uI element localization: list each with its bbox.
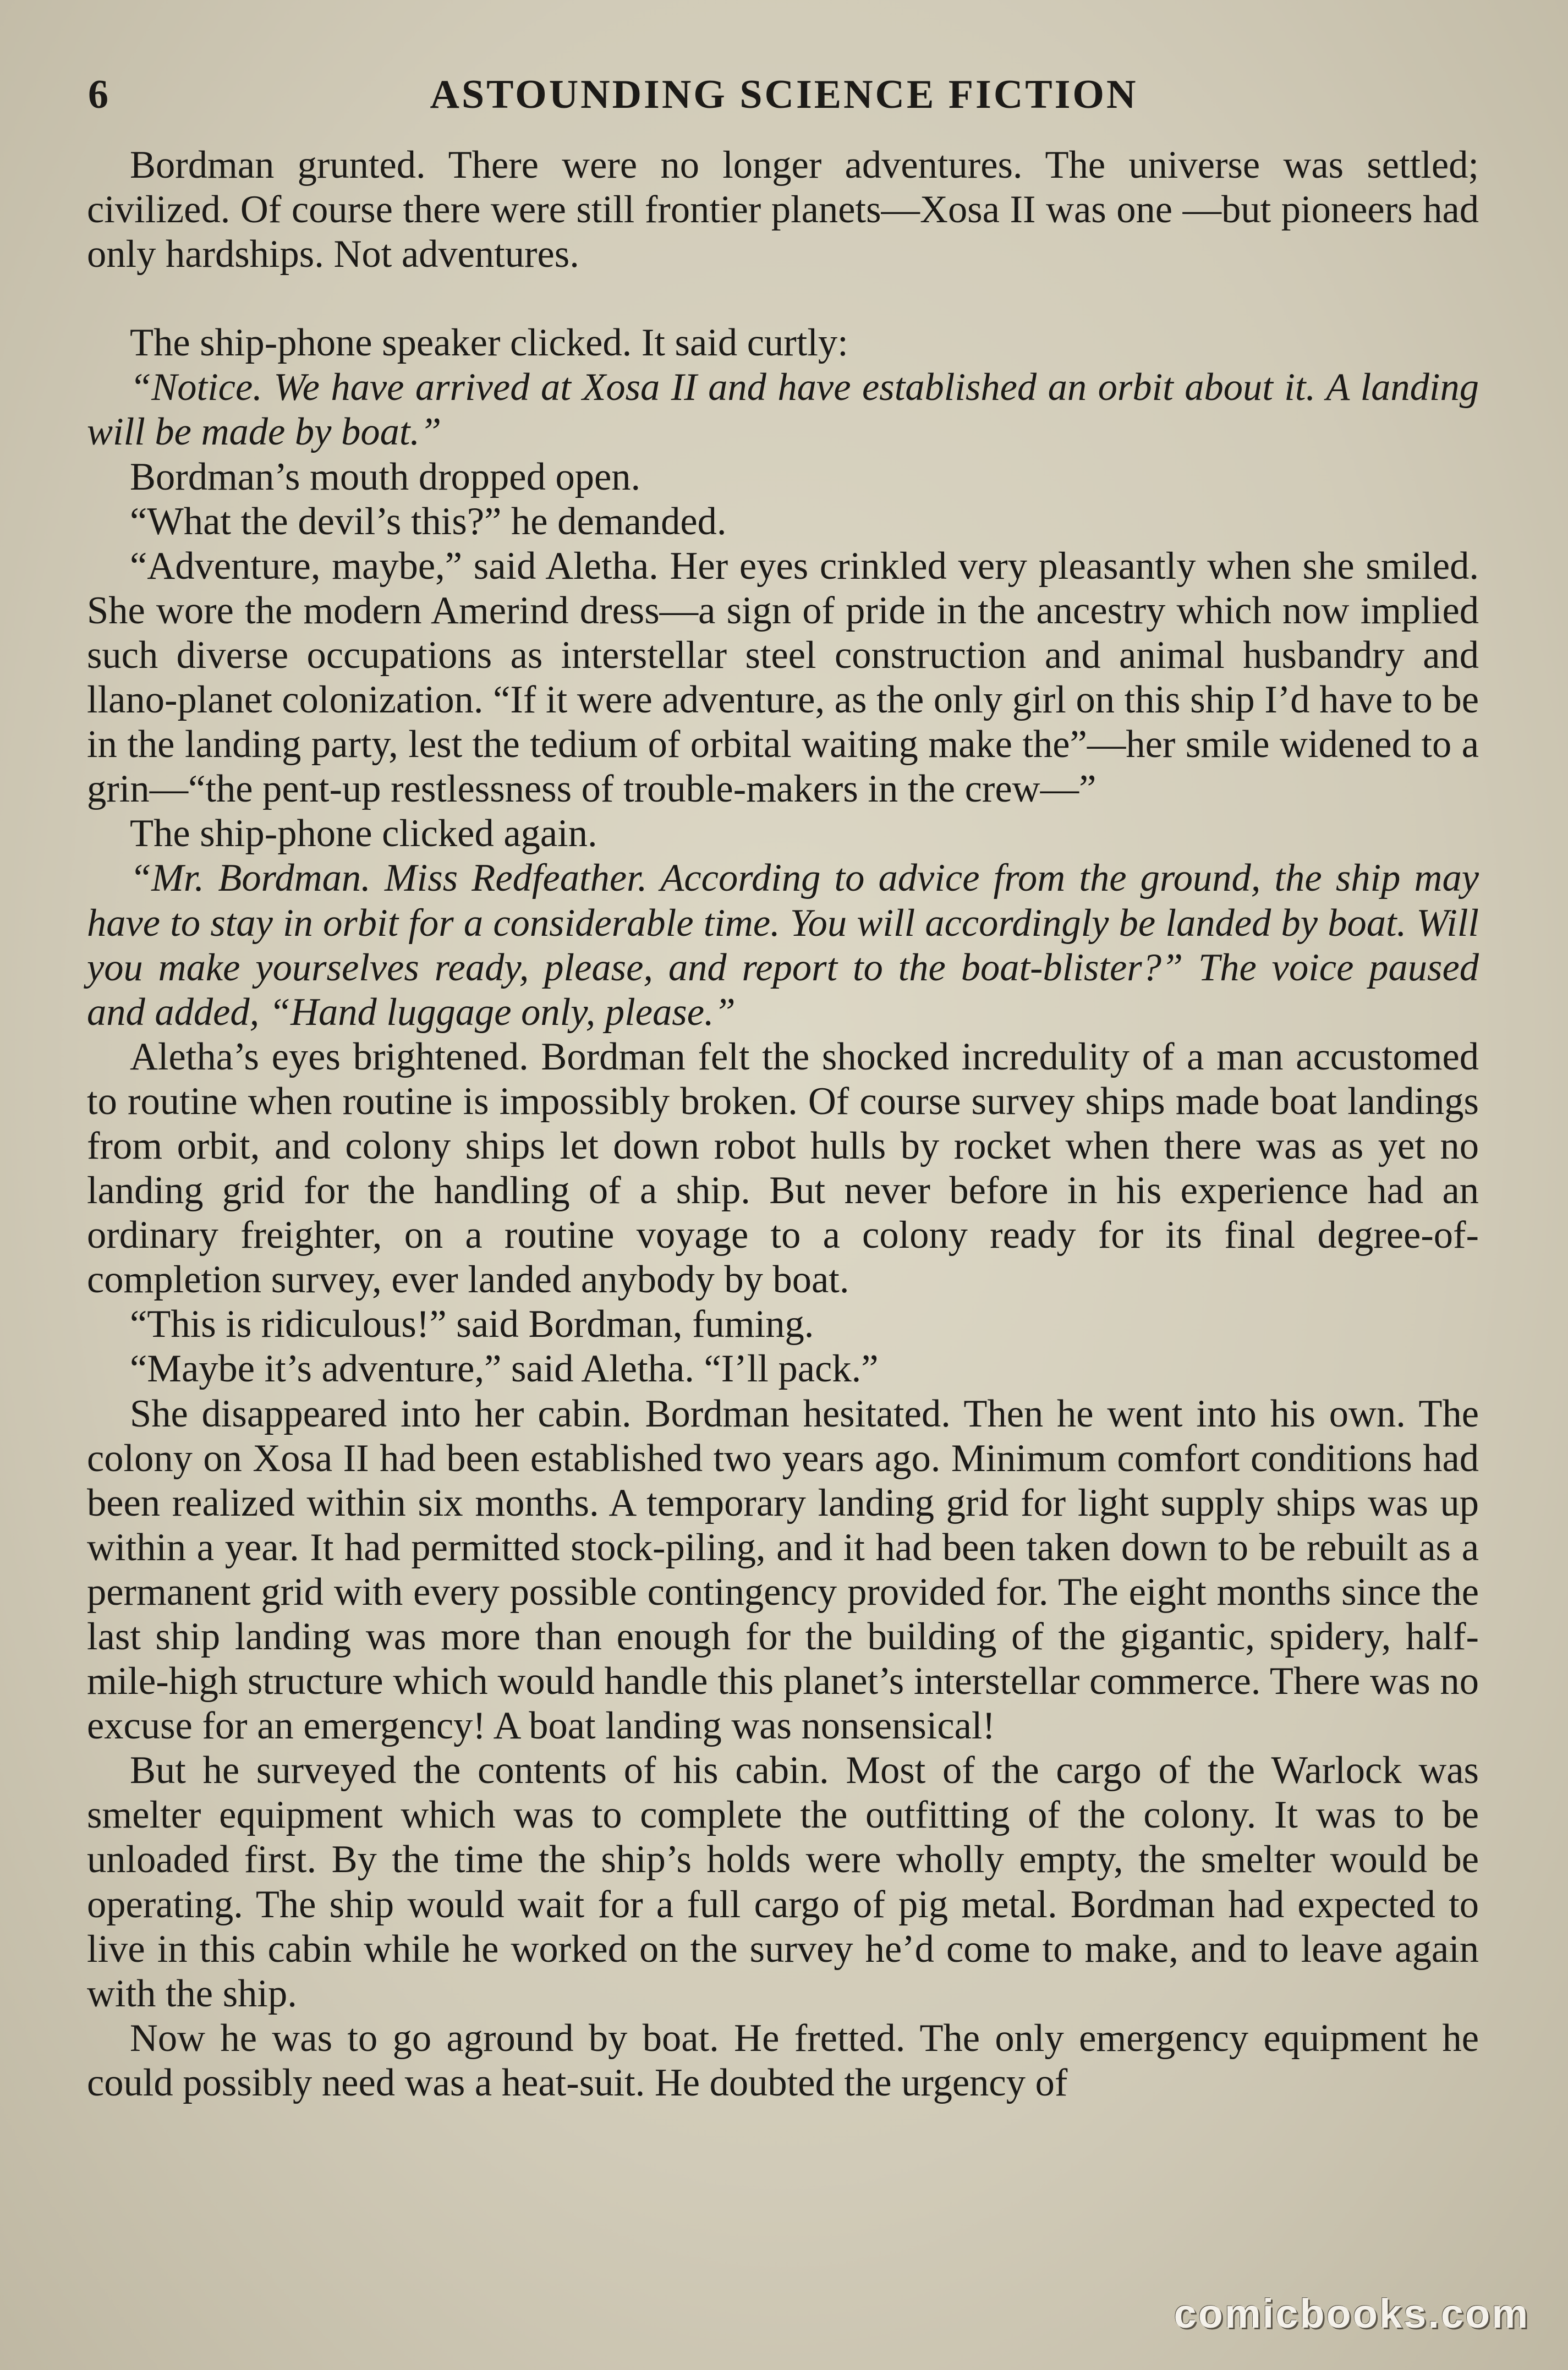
running-head: ASTOUNDING SCIENCE FICTION	[430, 72, 1138, 117]
paragraph-italic: “Mr. Bordman. Miss Redfeather. According to advice from the ground, the ship may have to stay in orbit for a considerable time. You will accordingly be landed by boat. Will you make yourselves ready, please, and report to the boat-blister?” The voice paused and added, “Hand luggage only, please.”	[87, 857, 1479, 1034]
paragraph: The ship-phone speaker clicked. It said curtly:	[130, 321, 848, 365]
paragraph: “What the devil’s this?” he demanded.	[130, 500, 727, 543]
paragraph: “This is ridiculous!” said Bordman, fuming.	[130, 1303, 814, 1346]
paragraph: “Adventure, maybe,” said Aletha. Her eyes crinkled very pleasantly when she smiled. She wore the modern Amerind dress—a sign of pride in the ancestry which now implied such diverse occupations as interstellar steel construction and animal husbandry and llano-planet colonization. “If it were adventure, as the only girl on this ship I’d have to be in the landing party, lest the tedium of orbital waiting make the”—her smile widened to a grin—“the pent-up restlessness of trouble-makers in the crew—”	[87, 544, 1479, 811]
paragraph: Bordman grunted. There were no longer adventures. The universe was settled; civilized. Of course there were still frontier planets—Xosa II was one —but pioneers had only hardships. Not adventures.	[87, 144, 1479, 276]
paragraph: Bordman’s mouth dropped open.	[130, 455, 641, 498]
page-number: 6	[88, 72, 108, 117]
watermark: comicbooks.com	[1174, 2291, 1529, 2336]
paragraph: The ship-phone clicked again.	[130, 812, 597, 855]
paragraph: “Maybe it’s adventure,” said Aletha. “I’ll pack.”	[130, 1347, 879, 1391]
paragraph: Aletha’s eyes brightened. Bordman felt the shocked incredulity of a man accustomed to routine when routine is impossibly broken. Of course survey ships made boat landings from orbit, and colony ships let down robot hulls by rocket when there was as yet no landing grid for the handling of a ship. But never before in his experience had an ordinary freighter, on a routine voyage to a colony ready for its final degree-of-completion survey, ever landed anybody by boat.	[87, 1035, 1479, 1302]
paragraph-italic: “Notice. We have arrived at Xosa II and have established an orbit about it. A landing will be made by boat.”	[87, 366, 1479, 454]
page-header	[88, 66, 1480, 127]
paragraph: She disappeared into her cabin. Bordman hesitated. Then he went into his own. The colony on Xosa II had been established two years ago. Minimum comfort conditions had been realized within six months. A temporary landing grid for light supply ships was up within a year. It had permitted stock-piling, and it had been taken down to be rebuilt as a permanent grid with every possible contingency provided for. The eight months since the last ship landing was more than enough for the building of the gigantic, spidery, half-mile-high structure which would handle this planet’s interstellar commerce. There was no excuse for an emergency! A boat landing was nonsensical!	[87, 1392, 1479, 1748]
body-text	[87, 143, 1479, 2105]
paragraph: Now he was to go aground by boat. He fretted. The only emergency equipment he could possibly need was a heat-suit. He doubted the urgency of	[87, 2016, 1479, 2104]
paragraph: But he surveyed the contents of his cabin. Most of the cargo of the Warlock was smelter equipment which was to complete the outfitting of the colony. It was to be unloaded first. By the time the ship’s holds were wholly empty, the smelter would be operating. The ship would wait for a full cargo of pig metal. Bordman had expected to live in this cabin while he worked on the survey he’d come to make, and to leave again with the ship.	[87, 1749, 1479, 2015]
